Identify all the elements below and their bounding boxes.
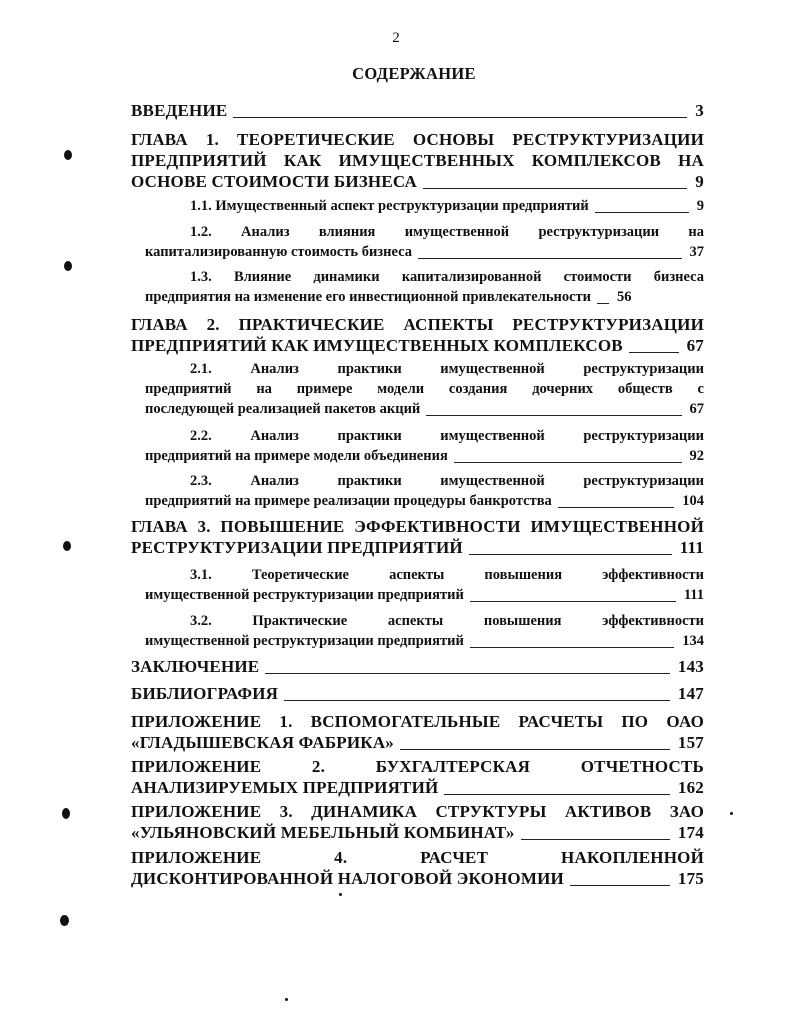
- entry-title: 1.1. Имущественный аспект реструктуризации предприятий: [190, 198, 589, 214]
- entry-title: имущественной реструктуризации предприятий: [145, 633, 464, 649]
- punch-hole-mark: [64, 150, 72, 160]
- entry-title: ПРЕДПРИЯТИЙ КАК ИМУЩЕСТВЕННЫХ КОМПЛЕКСОВ: [131, 336, 623, 355]
- page-ref: 67: [686, 336, 704, 355]
- entry-title: ЗАКЛЮЧЕНИЕ: [131, 657, 260, 676]
- toc-entry-section-3-1: [145, 565, 704, 605]
- page-ref: 9: [696, 198, 704, 214]
- page-ref: 56: [617, 289, 632, 305]
- entry-line: ПРИЛОЖЕНИЕ 3. ДИНАМИКА СТРУКТУРЫ АКТИВОВ ЗАО: [131, 802, 704, 821]
- toc-entry-section-2-1: [145, 359, 704, 419]
- punch-hole-mark: [63, 541, 71, 551]
- entry-line: ГЛАВА 1. ТЕОРЕТИЧЕСКИЕ ОСНОВЫ РЕСТРУКТУРИЗАЦИИ: [131, 130, 704, 149]
- page-ref: 157: [677, 733, 704, 752]
- toc-entry-section-2-3: [145, 471, 704, 511]
- toc-entry-appendix-2: [131, 756, 704, 798]
- toc-entry-appendix-4: [131, 847, 704, 889]
- entry-title: капитализированную стоимость бизнеса: [145, 244, 412, 260]
- entry-title: АНАЛИЗИРУЕМЫХ ПРЕДПРИЯТИЙ: [131, 778, 439, 797]
- entry-title: ДИСКОНТИРОВАННОЙ НАЛОГОВОЙ ЭКОНОМИИ: [131, 869, 564, 888]
- dot-leader: [418, 258, 682, 259]
- toc-entry-chapter-3: [131, 516, 704, 558]
- entry-line: 1.2. Анализ влияния имущественной реструктуризации на: [190, 224, 704, 240]
- page-ref: 175: [677, 869, 704, 888]
- dot-leader: [444, 794, 669, 795]
- dot-leader: [426, 415, 681, 416]
- toc-entry-bibliography: [131, 683, 704, 704]
- toc-entry-section-1-2: [145, 222, 704, 262]
- toc-entry-chapter-2: [131, 314, 704, 356]
- entry-title: ОСНОВЕ СТОИМОСТИ БИЗНЕСА: [131, 172, 417, 191]
- page-ref: 3: [695, 101, 704, 120]
- entry-title: БИБЛИОГРАФИЯ: [131, 684, 279, 703]
- toc-entry-introduction: [131, 100, 704, 121]
- dot-leader: [423, 188, 687, 189]
- dot-leader: [521, 839, 670, 840]
- entry-title: последующей реализацией пакетов акций: [145, 401, 421, 417]
- toc-entry-section-3-2: [145, 611, 704, 651]
- entry-line: ПРЕДПРИЯТИЙ КАК ИМУЩЕСТВЕННЫХ КОМПЛЕКСОВ НА: [131, 151, 704, 170]
- entry-line: предприятий на примере модели создания дочерних обществ с: [145, 381, 704, 397]
- dot-leader: [233, 117, 687, 118]
- punch-hole-mark: [62, 808, 70, 819]
- toc-entry-conclusion: [131, 656, 704, 677]
- entry-line: 2.1. Анализ практики имущественной реструктуризации: [190, 361, 704, 377]
- entry-title: «ГЛАДЫШЕВСКАЯ ФАБРИКА»: [131, 733, 394, 752]
- page-ref: 162: [677, 778, 704, 797]
- dot-leader: [265, 673, 670, 674]
- toc-entry-section-2-2: [145, 426, 704, 466]
- toc-entry-section-1-1: [145, 196, 704, 216]
- entry-line: 2.2. Анализ практики имущественной реструктуризации: [190, 428, 704, 444]
- entry-line: ПРИЛОЖЕНИЕ 2. БУХГАЛТЕРСКАЯ ОТЧЕТНОСТЬ: [131, 757, 704, 776]
- page-ref: 111: [679, 538, 704, 557]
- page-number: 2: [392, 30, 400, 46]
- dot-leader: [470, 601, 676, 602]
- entry-title: предприятий на примере модели объединения: [145, 448, 448, 464]
- dot-leader: [558, 507, 674, 508]
- speck-mark: [339, 893, 342, 896]
- entry-line: ГЛАВА 2. ПРАКТИЧЕСКИЕ АСПЕКТЫ РЕСТРУКТУРИЗАЦИИ: [131, 315, 704, 334]
- dot-leader: [570, 885, 670, 886]
- page-ref: 143: [677, 657, 704, 676]
- page-ref: 104: [682, 493, 704, 509]
- entry-line: 3.2. Практические аспекты повышения эффективности: [190, 613, 704, 629]
- toc-entry-section-1-3: [145, 267, 704, 307]
- entry-title: РЕСТРУКТУРИЗАЦИИ ПРЕДПРИЯТИЙ: [131, 538, 463, 557]
- page-ref: 92: [689, 448, 704, 464]
- page-title: СОДЕРЖАНИЕ: [352, 64, 476, 83]
- toc-entry-appendix-1: [131, 711, 704, 753]
- dot-leader: [597, 303, 609, 304]
- entry-line: ПРИЛОЖЕНИЕ 1. ВСПОМОГАТЕЛЬНЫЕ РАСЧЕТЫ ПО ОАО: [131, 712, 704, 731]
- dot-leader: [454, 462, 682, 463]
- page-ref: 9: [695, 172, 704, 191]
- page-ref: 134: [682, 633, 704, 649]
- entry-line: 3.1. Теоретические аспекты повышения эффективности: [190, 567, 704, 583]
- page-ref: 37: [689, 244, 704, 260]
- entry-title: предприятий на примере реализации процедуры банкротства: [145, 493, 552, 509]
- dot-leader: [595, 212, 689, 213]
- page-ref: 174: [677, 823, 704, 842]
- entry-line: 2.3. Анализ практики имущественной реструктуризации: [190, 473, 704, 489]
- entry-title: имущественной реструктуризации предприятий: [145, 587, 464, 603]
- toc-entry-chapter-1: [131, 129, 704, 192]
- dot-leader: [469, 554, 672, 555]
- page-ref: 67: [689, 401, 704, 417]
- page-ref: 147: [677, 684, 704, 703]
- page-ref: 111: [683, 587, 704, 603]
- speck-mark: [730, 812, 733, 815]
- toc-entry-appendix-3: [131, 801, 704, 843]
- entry-line: ГЛАВА 3. ПОВЫШЕНИЕ ЭФФЕКТИВНОСТИ ИМУЩЕСТВЕННОЙ: [131, 517, 704, 536]
- entry-title: ВВЕДЕНИЕ: [131, 101, 228, 120]
- dot-leader: [400, 749, 670, 750]
- entry-line: 1.3. Влияние динамики капитализированной стоимости бизнеса: [190, 269, 704, 285]
- punch-hole-mark: [64, 261, 72, 271]
- entry-title: «УЛЬЯНОВСКИЙ МЕБЕЛЬНЫЙ КОМБИНАТ»: [131, 823, 515, 842]
- speck-mark: [285, 998, 288, 1001]
- dot-leader: [284, 700, 670, 701]
- entry-title: предприятия на изменение его инвестиционной привлекательности: [145, 289, 592, 305]
- dot-leader: [470, 647, 674, 648]
- dot-leader: [629, 352, 679, 353]
- punch-hole-mark: [60, 915, 69, 926]
- entry-line: ПРИЛОЖЕНИЕ 4. РАСЧЕТ НАКОПЛЕННОЙ: [131, 848, 704, 867]
